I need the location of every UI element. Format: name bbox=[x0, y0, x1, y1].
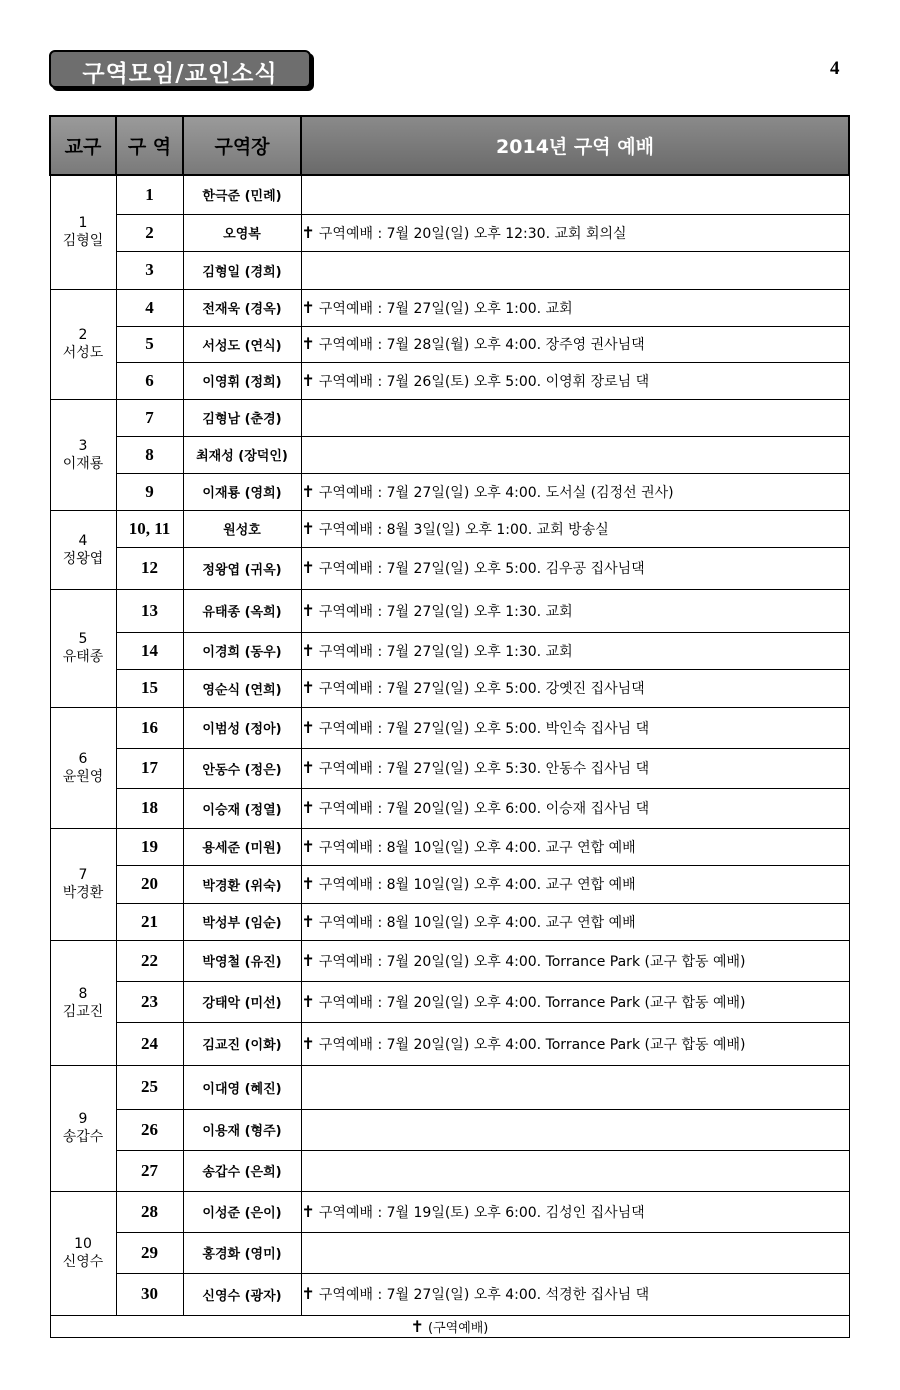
table-row bbox=[50, 903, 849, 940]
district-leader: 서성도 (연식) bbox=[183, 326, 301, 362]
district-leader: 이성준 (은이) bbox=[183, 1191, 301, 1232]
section-title: 구역모임/교인소식 bbox=[82, 61, 278, 87]
gyogu-cell bbox=[50, 589, 116, 707]
district-leader: 이재룡 (영희) bbox=[183, 473, 301, 510]
district-number: 28 bbox=[116, 1191, 183, 1232]
gyogu-name: 이재룡 bbox=[62, 455, 104, 472]
district-leader: 김형남 (춘경) bbox=[183, 399, 301, 436]
district-number: 14 bbox=[116, 632, 183, 669]
table-row bbox=[50, 510, 849, 547]
header-gyogu: 교구 bbox=[50, 116, 116, 175]
cross-icon: ✝ bbox=[301, 370, 315, 390]
worship-note bbox=[301, 1232, 849, 1273]
table-row bbox=[50, 1022, 849, 1065]
table-row bbox=[50, 1150, 849, 1191]
worship-note bbox=[301, 436, 849, 473]
district-leader: 송갑수 (은희) bbox=[183, 1150, 301, 1191]
table-row bbox=[50, 632, 849, 669]
cross-icon: ✝ bbox=[301, 1033, 315, 1053]
gyogu-number: 7 bbox=[78, 867, 88, 883]
gyogu-name: 김형일 bbox=[62, 233, 104, 250]
gyogu-number: 2 bbox=[78, 327, 88, 343]
district-leader: 오영복 bbox=[183, 214, 301, 251]
worship-note-text: 구역예배 : 8월 10일(일) 오후 4:00. 교구 연합 예배 bbox=[318, 877, 636, 893]
table-row bbox=[50, 707, 849, 748]
gyogu-cell bbox=[50, 289, 116, 399]
footer-text: (구역예배) bbox=[428, 1320, 489, 1336]
worship-note-text: 구역예배 : 7월 20일(일) 오후 12:30. 교회 회의실 bbox=[318, 225, 627, 242]
district-leader: 김교진 (이화) bbox=[183, 1022, 301, 1065]
worship-note bbox=[301, 669, 849, 707]
cross-icon: ✝ bbox=[301, 678, 315, 697]
district-number: 3 bbox=[116, 251, 183, 289]
table-row bbox=[50, 436, 849, 473]
district-number: 6 bbox=[116, 362, 183, 399]
worship-note-text: 구역예배 : 8월 3일(일) 오후 1:00. 교회 방송실 bbox=[318, 521, 609, 538]
table-header-row bbox=[50, 116, 849, 175]
table-row bbox=[50, 788, 849, 828]
gyogu-name: 윤원영 bbox=[62, 768, 104, 785]
worship-note bbox=[301, 1150, 849, 1191]
cross-icon: ✝ bbox=[301, 991, 315, 1011]
table-body bbox=[50, 175, 849, 1315]
district-number: 18 bbox=[116, 788, 183, 828]
worship-note bbox=[301, 865, 849, 903]
cross-icon: ✝ bbox=[301, 874, 315, 893]
table-row bbox=[50, 1065, 849, 1109]
cross-icon: ✝ bbox=[301, 911, 315, 931]
district-leader: 박경환 (위숙) bbox=[183, 865, 301, 903]
gyogu-cell bbox=[50, 510, 116, 589]
table-row bbox=[50, 1109, 849, 1150]
table-row bbox=[50, 748, 849, 788]
district-number: 2 bbox=[116, 214, 183, 251]
table-row bbox=[50, 326, 849, 362]
district-number: 12 bbox=[116, 547, 183, 589]
district-leader: 이영휘 (정희) bbox=[183, 362, 301, 399]
worship-note-text: 구역예배 : 7월 20일(일) 오후 4:00. Torrance Park (교구 합동 예배) bbox=[318, 953, 746, 970]
district-number: 22 bbox=[116, 940, 183, 981]
district-number: 4 bbox=[116, 289, 183, 326]
cross-icon: ✝ bbox=[301, 717, 315, 737]
district-leader: 원성호 bbox=[183, 510, 301, 547]
gyogu-name: 정왕엽 bbox=[62, 550, 104, 567]
table-row bbox=[50, 981, 849, 1022]
district-number: 30 bbox=[116, 1273, 183, 1315]
table-row bbox=[50, 940, 849, 981]
worship-note bbox=[301, 632, 849, 669]
worship-note bbox=[301, 903, 849, 940]
gyogu-cell bbox=[50, 175, 116, 289]
gyogu-cell bbox=[50, 707, 116, 828]
table-row bbox=[50, 828, 849, 865]
worship-note bbox=[301, 510, 849, 547]
table-row bbox=[50, 251, 849, 289]
cross-icon: ✝ bbox=[301, 481, 315, 501]
gyogu-cell bbox=[50, 1065, 116, 1191]
cross-icon: ✝ bbox=[301, 758, 315, 777]
district-number: 16 bbox=[116, 707, 183, 748]
worship-note bbox=[301, 362, 849, 399]
worship-note-text: 구역예배 : 7월 26일(토) 오후 5:00. 이영휘 장로님 댁 bbox=[318, 373, 650, 390]
table-row bbox=[50, 214, 849, 251]
district-number: 23 bbox=[116, 981, 183, 1022]
gyogu-cell bbox=[50, 940, 116, 1065]
gyogu-name: 서성도 bbox=[62, 345, 104, 361]
worship-note bbox=[301, 1273, 849, 1315]
gyogu-name: 김교진 bbox=[62, 1003, 104, 1020]
worship-note-text: 구역예배 : 8월 10일(일) 오후 4:00. 교구 연합 예배 bbox=[318, 839, 636, 856]
cross-icon: ✝ bbox=[301, 798, 315, 817]
cross-icon: ✝ bbox=[301, 836, 315, 856]
gyogu-number: 4 bbox=[78, 532, 88, 549]
district-leader: 강태악 (미선) bbox=[183, 981, 301, 1022]
worship-note-text: 구역예배 : 7월 27일(일) 오후 1:00. 교회 bbox=[318, 300, 573, 317]
page-number: 4 bbox=[830, 58, 840, 79]
cross-icon: ✝ bbox=[301, 334, 315, 353]
worship-note-text: 구역예배 : 7월 28일(월) 오후 4:00. 장주영 권사님댁 bbox=[318, 337, 645, 353]
header-district: 구 역 bbox=[116, 116, 183, 175]
district-leader: 이경희 (동우) bbox=[183, 632, 301, 669]
worship-note-text: 구역예배 : 7월 27일(일) 오후 5:00. 김우공 집사님댁 bbox=[318, 561, 645, 577]
gyogu-number: 6 bbox=[78, 750, 88, 767]
district-leader: 이대영 (혜진) bbox=[183, 1065, 301, 1109]
section-title-box bbox=[49, 50, 311, 88]
cross-icon: ✝ bbox=[301, 1284, 315, 1303]
worship-note bbox=[301, 547, 849, 589]
table-row bbox=[50, 1191, 849, 1232]
district-number: 5 bbox=[116, 326, 183, 362]
gyogu-name: 송갑수 bbox=[62, 1129, 104, 1145]
district-schedule-table bbox=[49, 115, 850, 1338]
gyogu-number: 1 bbox=[78, 215, 88, 232]
district-leader: 영순식 (연희) bbox=[183, 669, 301, 707]
gyogu-name: 신영수 bbox=[62, 1254, 104, 1270]
cross-icon: ✝ bbox=[301, 558, 315, 577]
table-row bbox=[50, 175, 849, 214]
worship-note bbox=[301, 828, 849, 865]
cross-icon: ✝ bbox=[410, 1316, 424, 1336]
district-number: 21 bbox=[116, 903, 183, 940]
district-leader: 박영철 (유진) bbox=[183, 940, 301, 981]
table-row bbox=[50, 1232, 849, 1273]
district-number: 19 bbox=[116, 828, 183, 865]
district-leader: 이범성 (정아) bbox=[183, 707, 301, 748]
worship-note bbox=[301, 1191, 849, 1232]
worship-note-text: 구역예배 : 7월 20일(일) 오후 6:00. 이승재 집사님 댁 bbox=[318, 801, 650, 817]
worship-note bbox=[301, 214, 849, 251]
table-row bbox=[50, 473, 849, 510]
header-leader: 구역장 bbox=[183, 116, 301, 175]
worship-note bbox=[301, 473, 849, 510]
district-number: 20 bbox=[116, 865, 183, 903]
worship-note-text: 구역예배 : 8월 10일(일) 오후 4:00. 교구 연합 예배 bbox=[318, 914, 636, 931]
gyogu-cell bbox=[50, 828, 116, 940]
gyogu-cell bbox=[50, 1191, 116, 1315]
district-leader: 안동수 (정은) bbox=[183, 748, 301, 788]
table-footer-row bbox=[50, 1315, 849, 1337]
table-row bbox=[50, 399, 849, 436]
district-number: 15 bbox=[116, 669, 183, 707]
table-row bbox=[50, 589, 849, 632]
district-leader: 박성부 (임순) bbox=[183, 903, 301, 940]
worship-note-text: 구역예배 : 7월 27일(일) 오후 4:00. 석경한 집사님 댁 bbox=[318, 1287, 650, 1303]
worship-note bbox=[301, 940, 849, 981]
district-number: 24 bbox=[116, 1022, 183, 1065]
district-leader: 이승재 (정열) bbox=[183, 788, 301, 828]
worship-note bbox=[301, 788, 849, 828]
worship-note bbox=[301, 175, 849, 214]
gyogu-name: 박경환 bbox=[62, 885, 104, 901]
worship-note-text: 구역예배 : 7월 20일(일) 오후 4:00. Torrance Park (교구 합동 예배) bbox=[318, 994, 746, 1011]
district-number: 25 bbox=[116, 1065, 183, 1109]
worship-note-text: 구역예배 : 7월 27일(일) 오후 5:30. 안동수 집사님 댁 bbox=[318, 761, 650, 777]
cross-icon: ✝ bbox=[301, 640, 315, 660]
worship-note-text: 구역예배 : 7월 27일(일) 오후 5:00. 강옛진 집사님댁 bbox=[318, 681, 645, 697]
header-worship: 2014년 구역 예배 bbox=[301, 116, 849, 175]
cross-icon: ✝ bbox=[301, 600, 315, 620]
table-row bbox=[50, 865, 849, 903]
cross-icon: ✝ bbox=[301, 297, 315, 317]
district-number: 1 bbox=[116, 175, 183, 214]
district-leader: 이용재 (형주) bbox=[183, 1109, 301, 1150]
table-row bbox=[50, 362, 849, 399]
worship-note-text: 구역예배 : 7월 27일(일) 오후 5:00. 박인숙 집사님 댁 bbox=[318, 720, 650, 737]
worship-note bbox=[301, 707, 849, 748]
district-number: 17 bbox=[116, 748, 183, 788]
cross-icon: ✝ bbox=[301, 1201, 315, 1221]
cross-icon: ✝ bbox=[301, 222, 315, 242]
table-row bbox=[50, 547, 849, 589]
worship-note-text: 구역예배 : 7월 27일(일) 오후 4:00. 도서실 (김정선 권사) bbox=[318, 484, 674, 501]
district-number: 10, 11 bbox=[116, 510, 183, 547]
gyogu-number: 5 bbox=[78, 631, 88, 647]
district-leader: 신영수 (광자) bbox=[183, 1273, 301, 1315]
district-leader: 홍경화 (영미) bbox=[183, 1232, 301, 1273]
gyogu-number: 10 bbox=[74, 1236, 92, 1252]
table-row bbox=[50, 669, 849, 707]
worship-note bbox=[301, 1065, 849, 1109]
worship-note bbox=[301, 289, 849, 326]
cross-icon: ✝ bbox=[301, 518, 315, 538]
worship-note bbox=[301, 251, 849, 289]
district-leader: 김형일 (경희) bbox=[183, 251, 301, 289]
worship-note bbox=[301, 399, 849, 436]
gyogu-cell bbox=[50, 399, 116, 510]
district-leader: 유태종 (옥희) bbox=[183, 589, 301, 632]
gyogu-number: 3 bbox=[78, 437, 88, 454]
worship-note bbox=[301, 748, 849, 788]
worship-note-text: 구역예배 : 7월 20일(일) 오후 4:00. Torrance Park (교구 합동 예배) bbox=[318, 1036, 746, 1053]
worship-note bbox=[301, 981, 849, 1022]
gyogu-name: 유태종 bbox=[62, 649, 104, 665]
district-leader: 용세준 (미원) bbox=[183, 828, 301, 865]
worship-note bbox=[301, 589, 849, 632]
district-number: 26 bbox=[116, 1109, 183, 1150]
table-row bbox=[50, 289, 849, 326]
district-number: 13 bbox=[116, 589, 183, 632]
district-leader: 전재욱 (경옥) bbox=[183, 289, 301, 326]
district-number: 7 bbox=[116, 399, 183, 436]
worship-note-text: 구역예배 : 7월 27일(일) 오후 1:30. 교회 bbox=[318, 643, 573, 660]
footer-cell bbox=[50, 1315, 849, 1337]
table-row bbox=[50, 1273, 849, 1315]
district-leader: 최재성 (장덕인) bbox=[183, 436, 301, 473]
district-number: 9 bbox=[116, 473, 183, 510]
district-leader: 한극준 (민례) bbox=[183, 175, 301, 214]
gyogu-number: 9 bbox=[78, 1111, 88, 1127]
district-leader: 정왕엽 (귀옥) bbox=[183, 547, 301, 589]
gyogu-number: 8 bbox=[78, 985, 88, 1002]
district-number: 8 bbox=[116, 436, 183, 473]
district-number: 29 bbox=[116, 1232, 183, 1273]
cross-icon: ✝ bbox=[301, 950, 315, 970]
worship-note bbox=[301, 326, 849, 362]
district-number: 27 bbox=[116, 1150, 183, 1191]
worship-note-text: 구역예배 : 7월 19일(토) 오후 6:00. 김성인 집사님댁 bbox=[318, 1204, 645, 1221]
worship-note bbox=[301, 1109, 849, 1150]
worship-note-text: 구역예배 : 7월 27일(일) 오후 1:30. 교회 bbox=[318, 603, 573, 620]
worship-note bbox=[301, 1022, 849, 1065]
